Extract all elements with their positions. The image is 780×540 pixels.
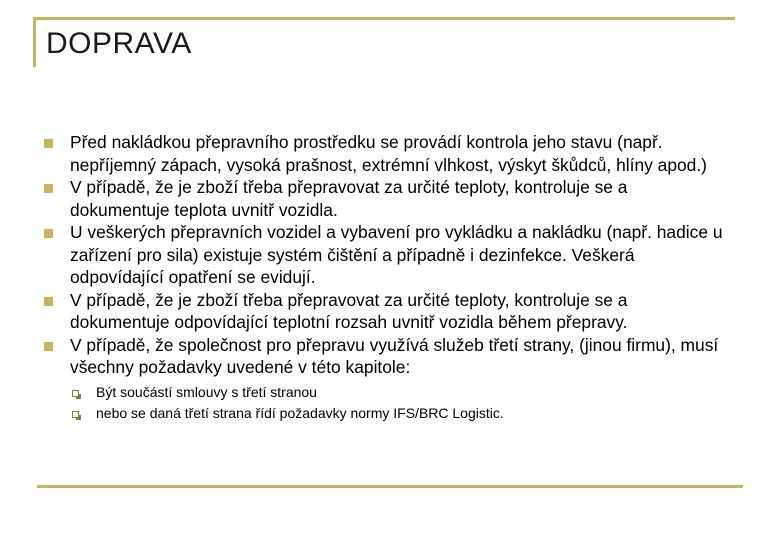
hollow-square-bullet-icon xyxy=(72,390,79,397)
square-bullet-icon xyxy=(44,342,53,351)
hollow-square-bullet-icon xyxy=(72,411,79,418)
square-bullet-icon xyxy=(44,229,53,238)
square-bullet-icon xyxy=(44,184,53,193)
bullet-item-3 xyxy=(0,221,730,289)
title-frame-top-rule xyxy=(33,17,735,20)
bullet-text: Před nakládkou přepravního prostředku se provádí kontrola jeho stavu (např. nepříjemný zápach, vysoká prašnost, extrémní vlhkost, výskyt škůdců, hlíny apod.) xyxy=(70,132,707,175)
sub-bullet-list xyxy=(0,382,760,424)
title-frame-left-rule xyxy=(33,17,36,67)
bullet-text: V případě, že společnost pro přepravu využívá služeb třetí strany, (jinou firmu), musí všechny požadavky uvedené v této kapitole: xyxy=(70,334,719,377)
square-bullet-icon xyxy=(44,139,53,148)
bullet-text: U veškerých přepravních vozidel a vybavení pro vykládku a nakládku (např. hadice u zařízení pro sila) existuje systém čištění a případně i dezinfekce. Veškerá odpovídající opatření se evidují. xyxy=(70,222,723,287)
sub-bullet-item-1 xyxy=(0,382,716,403)
bullet-item-4 xyxy=(0,289,730,334)
bullet-item-5 xyxy=(0,334,730,379)
bullet-item-2 xyxy=(0,176,730,221)
bottom-rule xyxy=(37,485,743,488)
sub-bullet-text: Být součástí smlouvy s třetí stranou xyxy=(96,383,317,400)
sub-bullet-item-2 xyxy=(0,403,716,424)
bullet-text: V případě, že je zboží třeba přepravovat za určité teploty, kontroluje se a dokumentuje odpovídající teplotní rozsah uvnitř vozidla během přepravy. xyxy=(70,289,628,332)
bullet-text: V případě, že je zboží třeba přepravovat za určité teploty, kontroluje se a dokumentuje teplota uvnitř vozidla. xyxy=(70,177,628,220)
slide-title: DOPRAVA xyxy=(46,27,192,60)
square-bullet-icon xyxy=(44,297,53,306)
bullet-item-1 xyxy=(0,131,730,176)
bullet-list xyxy=(0,131,760,424)
sub-bullet-text: nebo se daná třetí strana řídí požadavky normy IFS/BRC Logistic. xyxy=(96,404,504,421)
